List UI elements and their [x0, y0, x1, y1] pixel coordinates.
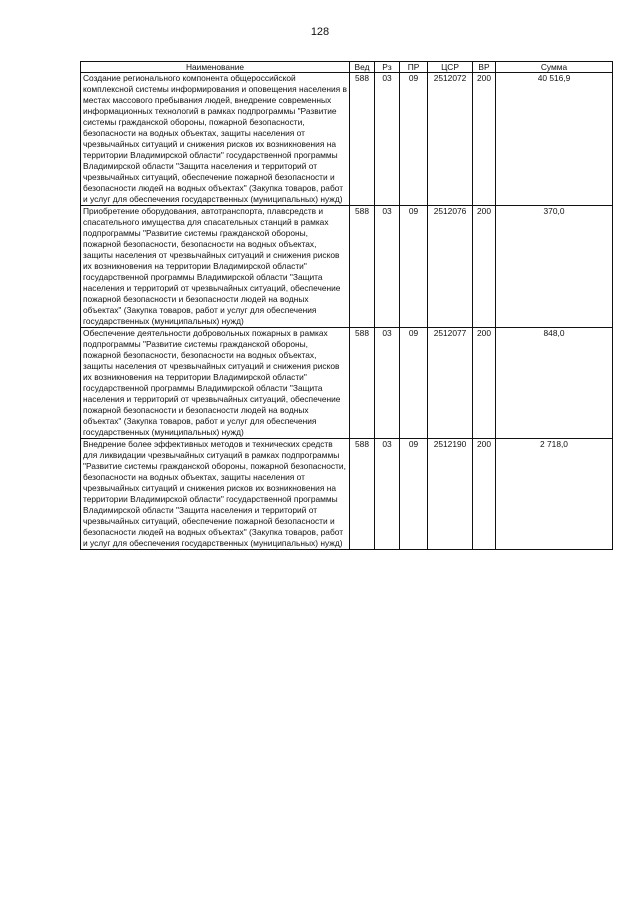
header-pr: ПР — [400, 62, 428, 73]
cell-name: Внедрение более эффективных методов и технических средств для ликвидации чрезвычайных ситуаций в рамках подпрограммы "Развитие системы гражданской обороны, пожарной безопасности, безопасности на водных объектах, защиты населения от чрезвычайных ситуаций и снижения рисков их возникновения на территории Владимирской области" государственной программы Владимирской области "Защита населения и территорий от чрезвычайных ситуаций, обеспечение пожарной безопасности и безопасности людей на водных объектах" (Закупка товаров, работ и услуг для обеспечения государственных (муниципальных) нужд) — [81, 439, 350, 550]
cell-sum: 370,0 — [496, 206, 613, 328]
cell-csr: 2512072 — [428, 73, 473, 206]
header-ved: Вед — [350, 62, 375, 73]
cell-csr: 2512076 — [428, 206, 473, 328]
header-vr: ВР — [473, 62, 496, 73]
header-sum: Сумма — [496, 62, 613, 73]
cell-pr: 09 — [400, 439, 428, 550]
cell-pr: 09 — [400, 328, 428, 439]
header-name: Наименование — [81, 62, 350, 73]
cell-sum: 848,0 — [496, 328, 613, 439]
cell-sum: 2 718,0 — [496, 439, 613, 550]
page-number: 128 — [310, 26, 330, 38]
cell-csr: 2512190 — [428, 439, 473, 550]
cell-name: Создание регионального компонента общероссийской комплексной системы информирования и оповещения населения в местах массового пребывания людей, внедрение современных информационных технологий в рамках подпрограммы "Развитие системы гражданской обороны, пожарной безопасности, безопасности на водных объектах, защиты населения от чрезвычайных ситуаций и снижения рисков их возникновения на территории Владимирской области" государственной программы Владимирской области "Защита населения и территорий от чрезвычайных ситуаций, обеспечение пожарной безопасности и безопасности людей на водных объектах" (Закупка товаров, работ и услуг для обеспечения государственных (муниципальных) нужд) — [81, 73, 350, 206]
cell-csr: 2512077 — [428, 328, 473, 439]
cell-ved: 588 — [350, 73, 375, 206]
cell-pr: 09 — [400, 206, 428, 328]
cell-vr: 200 — [473, 439, 496, 550]
table-row — [81, 73, 613, 206]
table-row — [81, 328, 613, 439]
table-row — [81, 206, 613, 328]
cell-rz: 03 — [375, 439, 400, 550]
cell-ved: 588 — [350, 206, 375, 328]
cell-vr: 200 — [473, 206, 496, 328]
cell-rz: 03 — [375, 328, 400, 439]
header-rz: Рз — [375, 62, 400, 73]
cell-name: Приобретение оборудования, автотранспорта, плавсредств и спасательного имущества для спасательных станций в рамках подпрограммы "Развитие системы гражданской обороны, пожарной безопасности, безопасности на водных объектах, защиты населения от чрезвычайных ситуаций и снижения рисков их возникновения на территории Владимирской области" государственной программы Владимирской области "Защита населения и территорий от чрезвычайных ситуаций, обеспечение пожарной безопасности и безопасности людей на водных объектах" (Закупка товаров, работ и услуг для обеспечения государственных (муниципальных) нужд) — [81, 206, 350, 328]
cell-name: Обеспечение деятельности добровольных пожарных в рамках подпрограммы "Развитие системы гражданской обороны, пожарной безопасности, безопасности на водных объектах, защиты населения от чрезвычайных ситуаций и снижения рисков их возникновения на территории Владимирской области" государственной программы Владимирской области "Защита населения и территорий от чрезвычайных ситуаций, обеспечение пожарной безопасности и безопасности людей на водных объектах" (Закупка товаров, работ и услуг для обеспечения государственных (муниципальных) нужд) — [81, 328, 350, 439]
table-header-row — [81, 62, 613, 73]
cell-sum: 40 516,9 — [496, 73, 613, 206]
cell-vr: 200 — [473, 73, 496, 206]
budget-table — [80, 61, 613, 550]
cell-pr: 09 — [400, 73, 428, 206]
cell-ved: 588 — [350, 328, 375, 439]
cell-rz: 03 — [375, 206, 400, 328]
header-csr: ЦСР — [428, 62, 473, 73]
cell-rz: 03 — [375, 73, 400, 206]
table-row — [81, 439, 613, 550]
cell-ved: 588 — [350, 439, 375, 550]
cell-vr: 200 — [473, 328, 496, 439]
